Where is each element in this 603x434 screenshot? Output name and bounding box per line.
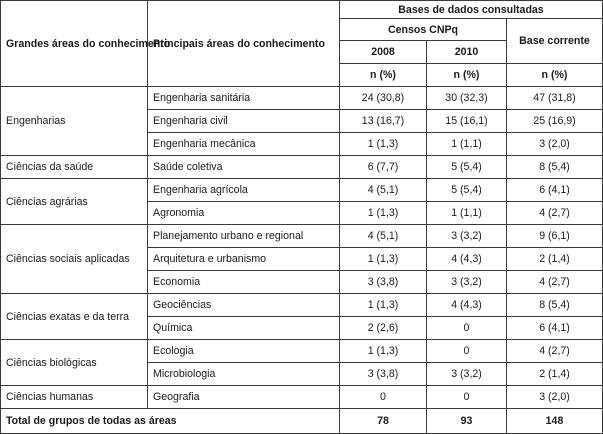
area-cell: Microbiologia	[148, 363, 340, 386]
group-label: Ciências biológicas	[1, 340, 148, 386]
value-2008: 1 (1,3)	[340, 340, 427, 363]
area-cell: Agronomia	[148, 202, 340, 225]
area-cell: Geociências	[148, 294, 340, 317]
area-cell: Geografia	[148, 386, 340, 409]
area-cell: Saúde coletiva	[148, 156, 340, 179]
value-base: 4 (2,7)	[507, 271, 603, 294]
total-base: 148	[507, 409, 603, 434]
area-cell: Planejamento urbano e regional	[148, 225, 340, 248]
value-base: 2 (1,4)	[507, 248, 603, 271]
header-n-2010: n (%)	[427, 64, 507, 87]
header-2010: 2010	[427, 41, 507, 64]
value-base: 9 (6,1)	[507, 225, 603, 248]
value-base: 4 (2,7)	[507, 340, 603, 363]
value-2010: 0	[427, 386, 507, 409]
group-label: Ciências agrárias	[1, 179, 148, 225]
area-cell: Economia	[148, 271, 340, 294]
value-2008: 13 (16,7)	[340, 110, 427, 133]
value-2008: 4 (5,1)	[340, 179, 427, 202]
table-row	[1, 179, 603, 202]
value-2008: 4 (5,1)	[340, 225, 427, 248]
value-2008: 3 (3,8)	[340, 271, 427, 294]
area-cell: Ecologia	[148, 340, 340, 363]
value-2010: 3 (3,2)	[427, 271, 507, 294]
value-2008: 6 (7,7)	[340, 156, 427, 179]
value-base: 4 (2,7)	[507, 202, 603, 225]
group-label: Ciências exatas e da terra	[1, 294, 148, 340]
value-2010: 5 (5,4)	[427, 179, 507, 202]
area-cell: Engenharia agrícola	[148, 179, 340, 202]
header-2008: 2008	[340, 41, 427, 64]
total-row	[1, 409, 603, 434]
area-cell: Química	[148, 317, 340, 340]
value-base: 8 (5,4)	[507, 294, 603, 317]
total-2008: 78	[340, 409, 427, 434]
header-bases: Bases de dados consultadas	[340, 1, 603, 19]
value-2008: 1 (1,3)	[340, 202, 427, 225]
value-2010: 0	[427, 317, 507, 340]
value-base: 8 (5,4)	[507, 156, 603, 179]
value-2010: 15 (16,1)	[427, 110, 507, 133]
value-base: 6 (4,1)	[507, 179, 603, 202]
value-2010: 3 (3,2)	[427, 225, 507, 248]
table-row	[1, 87, 603, 110]
value-base: 3 (2,0)	[507, 133, 603, 156]
header-censos: Censos CNPq	[340, 19, 507, 41]
value-2010: 1 (1,1)	[427, 202, 507, 225]
area-cell: Engenharia civil	[148, 110, 340, 133]
header-principais-areas: Principais áreas do conhecimento	[148, 1, 340, 87]
group-label: Engenharias	[1, 87, 148, 156]
table-row	[1, 386, 603, 409]
value-2010: 4 (4,3)	[427, 294, 507, 317]
value-base: 2 (1,4)	[507, 363, 603, 386]
header-grandes-areas: Grandes áreas do conhecimento	[1, 1, 148, 87]
table-row	[1, 340, 603, 363]
value-2010: 3 (3,2)	[427, 363, 507, 386]
area-cell: Arquitetura e urbanismo	[148, 248, 340, 271]
table-row	[1, 294, 603, 317]
value-2010: 4 (4,3)	[427, 248, 507, 271]
area-cell: Engenharia mecânica	[148, 133, 340, 156]
header-n-base: n (%)	[507, 64, 603, 87]
value-base: 3 (2,0)	[507, 386, 603, 409]
value-base: 6 (4,1)	[507, 317, 603, 340]
header-n-2008: n (%)	[340, 64, 427, 87]
area-cell: Engenharia sanitária	[148, 87, 340, 110]
table-row	[1, 156, 603, 179]
value-2010: 0	[427, 340, 507, 363]
header-base-corrente: Base corrente	[507, 19, 603, 64]
total-label: Total de grupos de todas as áreas	[1, 409, 340, 434]
value-2008: 24 (30,8)	[340, 87, 427, 110]
group-label: Ciências da saúde	[1, 156, 148, 179]
value-2008: 1 (1,3)	[340, 294, 427, 317]
value-2008: 0	[340, 386, 427, 409]
value-2008: 2 (2,6)	[340, 317, 427, 340]
group-label: Ciências sociais aplicadas	[1, 225, 148, 294]
value-2008: 1 (1,3)	[340, 133, 427, 156]
value-2010: 5 (5,4)	[427, 156, 507, 179]
value-2008: 1 (1,3)	[340, 248, 427, 271]
value-2010: 1 (1,1)	[427, 133, 507, 156]
value-2008: 3 (3,8)	[340, 363, 427, 386]
value-2010: 30 (32,3)	[427, 87, 507, 110]
group-label: Ciências humanas	[1, 386, 148, 409]
table-row	[1, 225, 603, 248]
value-base: 25 (16,9)	[507, 110, 603, 133]
value-base: 47 (31,8)	[507, 87, 603, 110]
total-2010: 93	[427, 409, 507, 434]
